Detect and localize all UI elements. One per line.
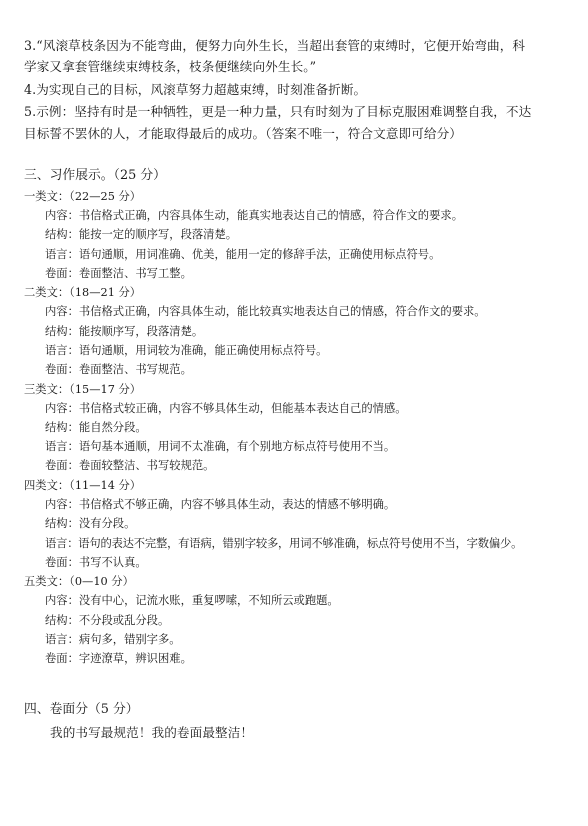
grade-1-language: 语言：语句通顺，用词准确、优美，能用一定的修辞手法，正确使用标点符号。 xyxy=(45,248,441,261)
grade-5-heading: 五类文：（0—10 分） xyxy=(24,575,134,588)
grade-3-language: 语言：语句基本通顺，用词不太准确，有个别地方标点符号使用不当。 xyxy=(45,440,396,453)
grade-3-heading: 三类文：（15—17 分） xyxy=(24,383,142,396)
grade-2-heading: 二类文：（18—21 分） xyxy=(24,286,142,299)
grade-4-neatness: 卷面：书写不认真。 xyxy=(45,556,147,569)
grade-2-neatness: 卷面：卷面整洁、书写规范。 xyxy=(45,363,192,376)
grade-5-structure: 结构：不分段或乱分段。 xyxy=(45,614,170,627)
grade-1-heading: 一类文：（22—25 分） xyxy=(24,190,142,203)
grade-4-language: 语言：语句的表达不完整，有语病，错别字较多，用词不够准确，标点符号使用不当，字数偏少。 xyxy=(45,537,523,550)
grade-1-structure: 结构：能按一定的顺序写，段落清楚。 xyxy=(45,228,238,241)
answer-5-line-2: 目标誓不罢休的人，才能取得最后的成功。（答案不唯一，符合文意即可给分） xyxy=(24,126,462,141)
answer-3-line-2: 学家又拿套管继续束缚枝条，枝条便继续向外生长。” xyxy=(24,59,317,74)
grade-5-language: 语言：病句多，错别字多。 xyxy=(45,633,181,646)
section-3-title: 三、习作展示。（25 分） xyxy=(24,168,166,183)
grade-2-structure: 结构：能按顺序写，段落清楚。 xyxy=(45,325,204,338)
grade-4-heading: 四类文：（11—14 分） xyxy=(24,479,142,492)
grade-2-language: 语言：语句通顺，用词较为准确，能正确使用标点符号。 xyxy=(45,344,328,357)
section-4-title: 四、卷面分（5 分） xyxy=(24,702,139,717)
answer-4: 4.为实现自己的目标，风滚草努力超越束缚，时刻准备折断。 xyxy=(24,82,367,97)
grade-3-neatness: 卷面：卷面较整洁、书写较规范。 xyxy=(45,459,215,472)
grade-5-neatness: 卷面：字迹潦草，辨识困难。 xyxy=(45,652,192,665)
grade-4-structure: 结构：没有分段。 xyxy=(45,517,136,530)
grade-1-neatness: 卷面：卷面整洁、书写工整。 xyxy=(45,267,192,280)
section-4-text: 我的书写最规范！我的卷面最整洁！ xyxy=(50,725,254,740)
grade-1-content: 内容：书信格式正确，内容具体生动，能真实地表达自己的情感，符合作文的要求。 xyxy=(45,209,463,222)
grade-2-content: 内容：书信格式正确，内容具体生动，能比较真实地表达自己的情感，符合作文的要求。 xyxy=(45,305,486,318)
grade-3-content: 内容：书信格式较正确，内容不够具体生动，但能基本表达自己的情感。 xyxy=(45,402,407,415)
grade-3-structure: 结构：能自然分段。 xyxy=(45,421,147,434)
answer-5-line-1: 5.示例：坚持有时是一种牺牲，更是一种力量，只有时刻为了目标克服困难调整自我，不达 xyxy=(24,104,532,119)
grade-5-content: 内容：没有中心，记流水账，重复啰嗦，不知所云或跑题。 xyxy=(45,594,339,607)
grade-4-content: 内容：书信格式不够正确，内容不够具体生动，表达的情感不够明确。 xyxy=(45,498,396,511)
answer-3-line-1: 3.“风滚草枝条因为不能弯曲，便努力向外生长，当超出套管的束缚时，它便开始弯曲，科 xyxy=(24,38,526,53)
